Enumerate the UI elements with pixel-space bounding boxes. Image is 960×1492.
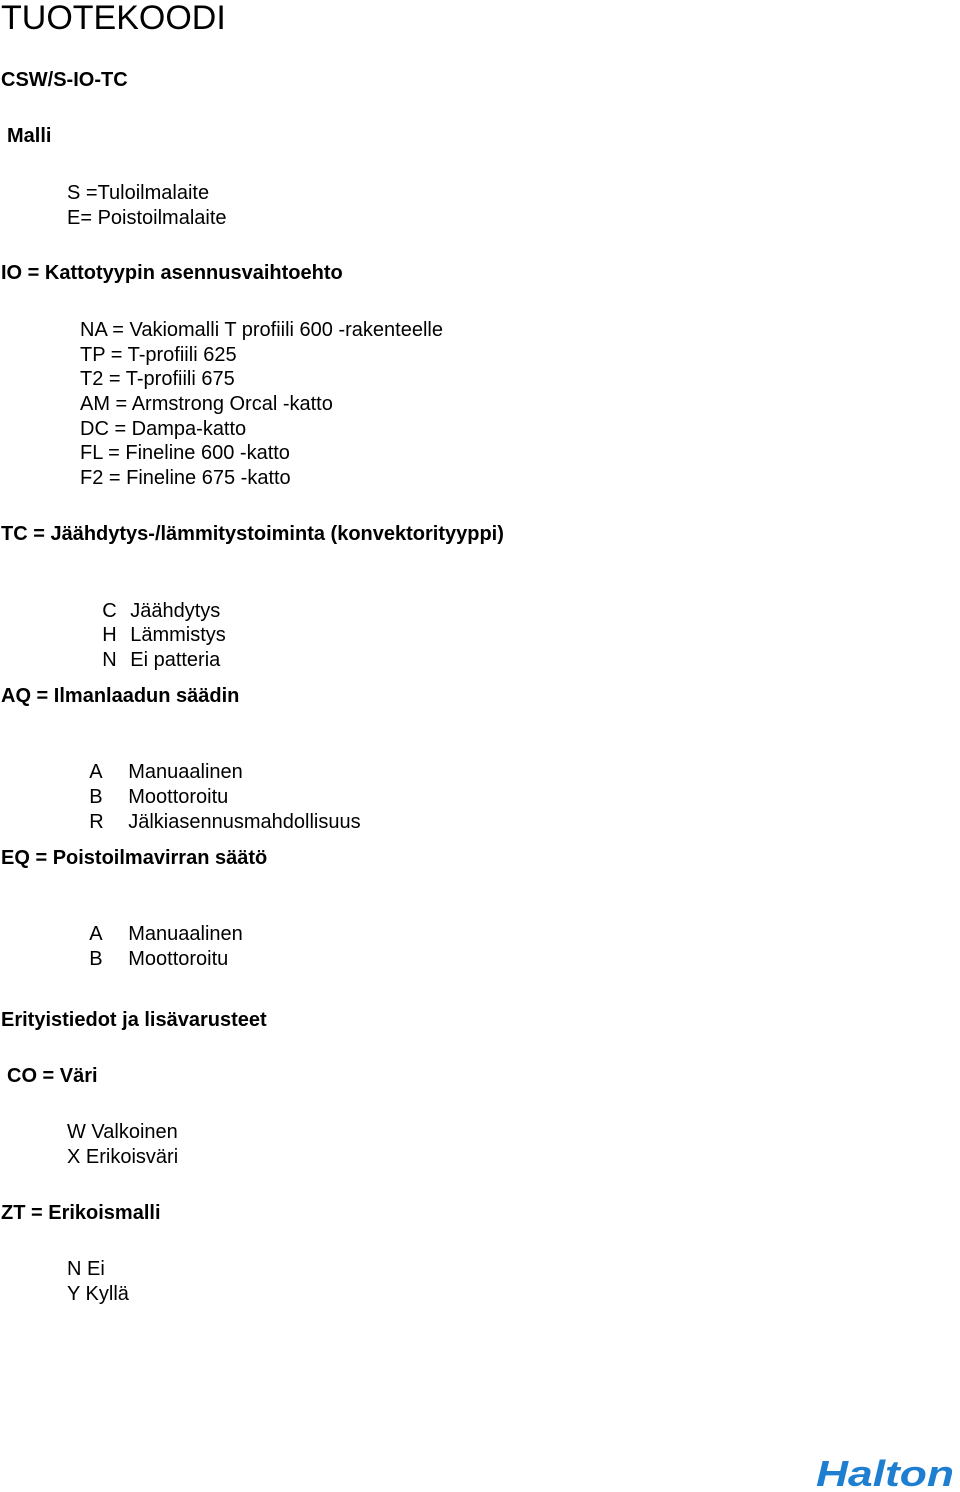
tc-item [80, 630, 220, 690]
eq-item [67, 929, 228, 989]
aq-item-code: R [89, 811, 104, 833]
halton-logo-text: Halton [816, 1455, 954, 1491]
io-item: AM = Armstrong Orcal -katto [80, 393, 333, 415]
tc-heading: TC = Jäähdytys-/lämmitystoiminta (konvektorityyppi) [1, 523, 504, 545]
zt-heading: ZT = Erikoismalli [1, 1202, 161, 1224]
page-title: TUOTEKOODI [1, 0, 226, 37]
eq-item-code: B [89, 948, 103, 970]
aq-item-label: Manuaalinen [128, 761, 243, 783]
io-item: F2 = Fineline 675 -katto [80, 467, 291, 489]
extras-heading: Erityistiedot ja lisävarusteet [1, 1009, 267, 1031]
io-item: T2 = T-profiili 675 [80, 368, 235, 390]
tc-item-label: Lämmistys [130, 624, 226, 646]
tc-item-code: C [102, 600, 117, 622]
eq-heading: EQ = Poistoilmavirran säätö [1, 847, 268, 869]
io-item: DC = Dampa-katto [80, 418, 247, 440]
product-code: CSW/S-IO-TC [1, 69, 128, 91]
zt-item: N Ei [67, 1258, 105, 1280]
tc-item-code: N [102, 649, 117, 671]
io-item: FL = Fineline 600 -katto [80, 442, 290, 464]
aq-item-label: Jälkiasennusmahdollisuus [128, 811, 361, 833]
aq-item-label: Moottoroitu [128, 786, 229, 808]
aq-heading: AQ = Ilmanlaadun säädin [1, 685, 240, 707]
io-item: NA = Vakiomalli T profiili 600 -rakenteelle [80, 319, 443, 341]
io-item: TP = T-profiili 625 [80, 344, 237, 366]
eq-item-code: A [89, 923, 103, 945]
malli-item: S =Tuloilmalaite [67, 182, 210, 204]
halton-logo [814, 1455, 956, 1491]
io-heading: IO = Kattotyypin asennusvaihtoehto [1, 262, 343, 284]
zt-item: Y Kyllä [67, 1283, 129, 1305]
malli-heading: Malli [7, 125, 52, 147]
malli-item: E= Poistoilmalaite [67, 207, 227, 229]
co-heading: CO = Väri [7, 1065, 98, 1087]
co-item: W Valkoinen [67, 1121, 178, 1143]
tc-item-label: Jäähdytys [130, 600, 221, 622]
aq-item [67, 792, 361, 852]
aq-item-code: B [89, 786, 103, 808]
co-item: X Erikoisväri [67, 1146, 179, 1168]
aq-item-code: A [89, 761, 103, 783]
eq-item-label: Manuaalinen [128, 923, 243, 945]
eq-item-label: Moottoroitu [128, 948, 229, 970]
tc-item-code: H [102, 624, 117, 646]
tc-item-label: Ei patteria [130, 649, 221, 671]
